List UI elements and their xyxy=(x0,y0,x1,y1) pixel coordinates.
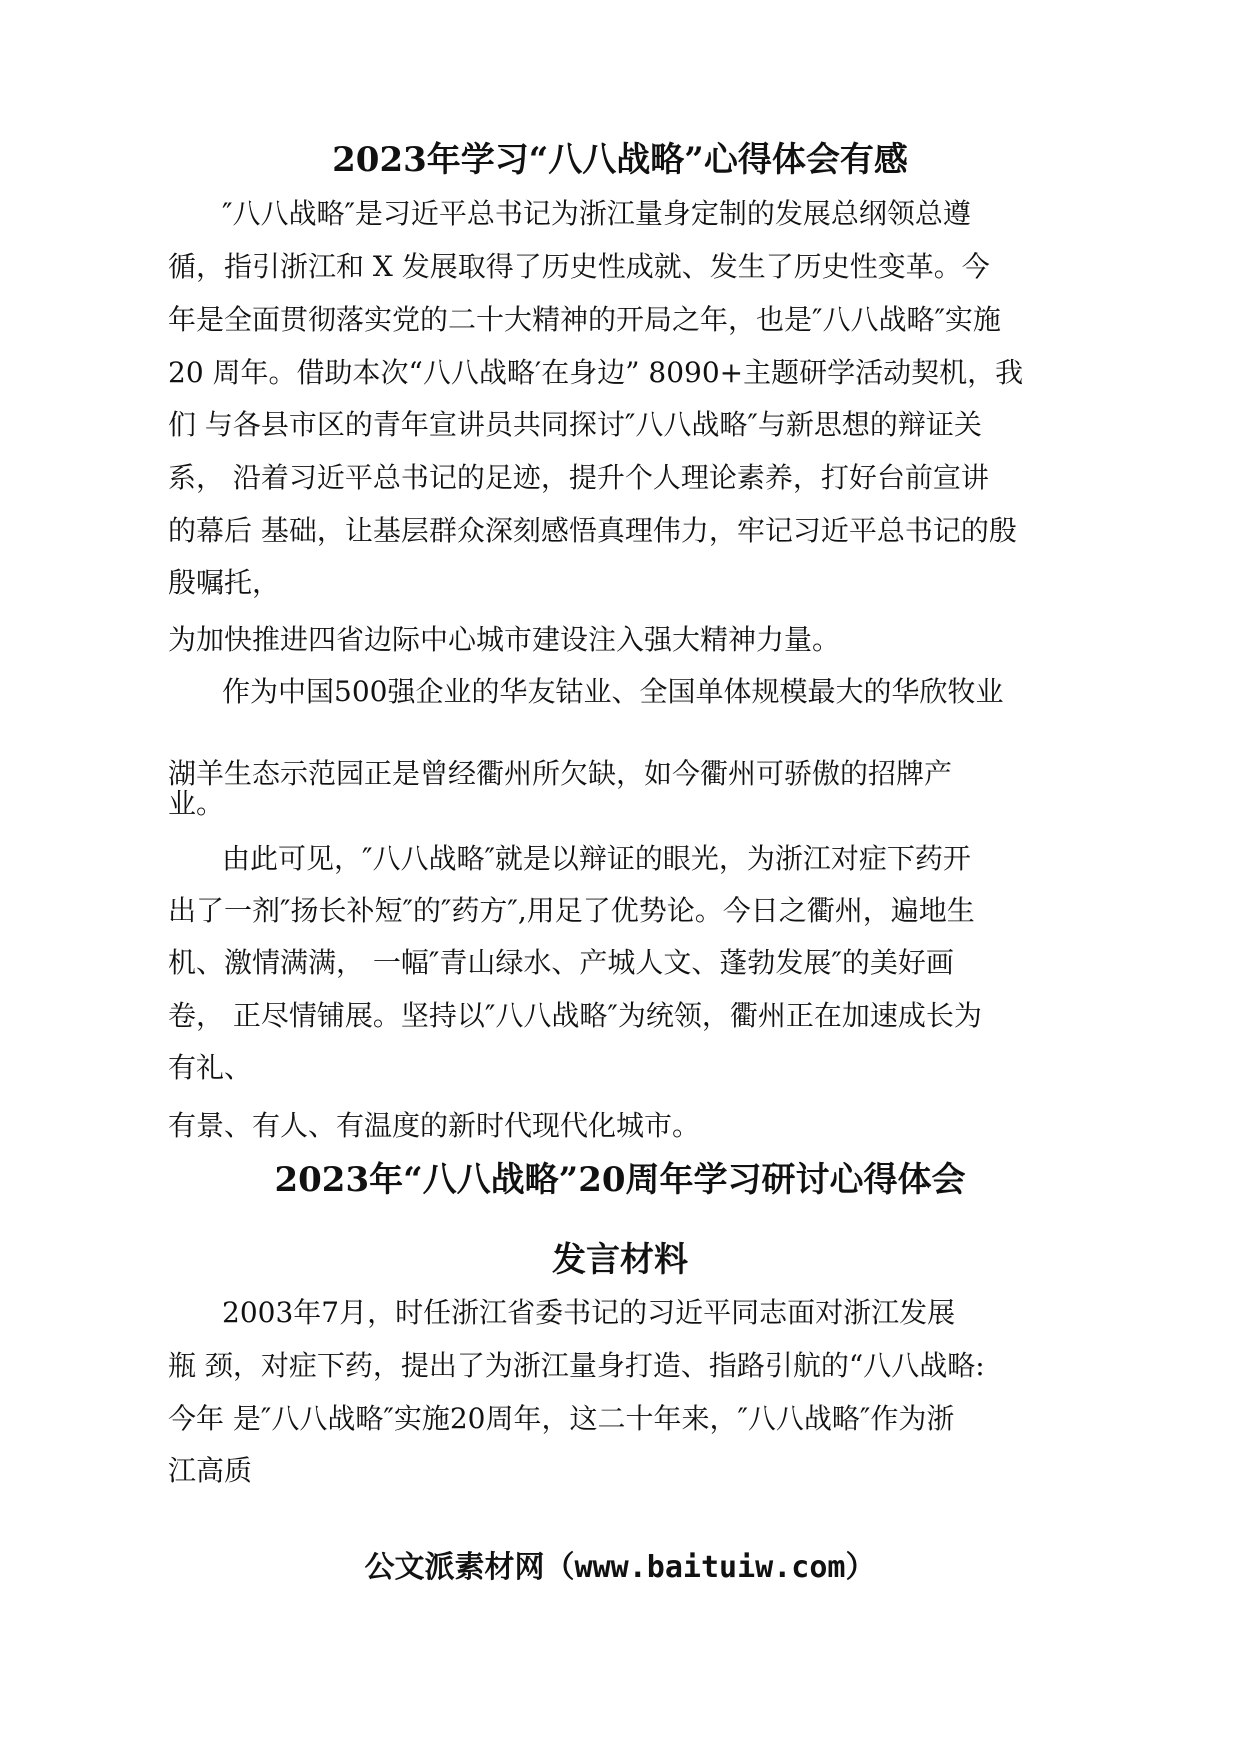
paragraph-line: 今年 是″八八战略″实施20周年，这二十年来，″八八战略″作为浙 xyxy=(168,1402,955,1435)
paragraph-line: 2003年7月，时任浙江省委书记的习近平同志面对浙江发展 xyxy=(222,1296,956,1329)
paragraph-line: 湖羊生态示范园正是曾经衢州所欠缺，如今衢州可骄傲的招牌产 xyxy=(168,757,953,790)
footer-watermark: 公文派素材网（www.baituiw.com） xyxy=(364,1550,876,1585)
paragraph-line: 系， 沿着习近平总书记的足迹，提升个人理论素养，打好台前宣讲 xyxy=(168,461,989,494)
paragraph-line: 有景、有人、有温度的新时代现代化城市。 xyxy=(168,1109,701,1142)
paragraph-line: 出了一剂″扬长补短″的″药方″,用足了优势论。今日之衢州，遍地生 xyxy=(168,894,975,927)
paragraph-line: 业。 xyxy=(168,787,225,820)
document-title: 2023年学习“八八战略”心得体会有感 xyxy=(332,140,908,180)
paragraph-line: 们 与各县市区的青年宣讲员共同探讨″八八战略″与新思想的辩证关 xyxy=(168,408,982,441)
paragraph-line: 殷嘱托， xyxy=(168,566,281,599)
paragraph-line: 的幕后 基础，让基层群众深刻感悟真理伟力，牢记习近平总书记的殷 xyxy=(168,514,1017,547)
paragraph-line: 瓶 颈，对症下药，提出了为浙江量身打造、指路引航的“八八战略: xyxy=(168,1349,985,1382)
paragraph-line: 为加快推进四省边际中心城市建设注入强大精神力量。 xyxy=(168,623,841,656)
paragraph-line: 江高质 xyxy=(168,1454,253,1487)
paragraph-line: 作为中国500强企业的华友钴业、全国单体规模最大的华欣牧业 xyxy=(222,675,1004,708)
paragraph-line: 卷， 正尽情铺展。坚持以″八八战略″为统领，衢州正在加速成长为 xyxy=(168,999,982,1032)
paragraph-line: 由此可见，″八八战略″就是以辩证的眼光，为浙江对症下药开 xyxy=(222,842,971,875)
paragraph-line: 20 周年。借助本次“八八战略′在身边” 8090+主题研学活动契机，我 xyxy=(168,356,1024,389)
paragraph-line: 有礼、 xyxy=(168,1051,253,1084)
paragraph-line: 循，指引浙江和 X 发展取得了历史性成就、发生了历史性变革。今 xyxy=(168,250,990,283)
paragraph-line: ″八八战略″是习近平总书记为浙江量身定制的发展总纲领总遵 xyxy=(222,197,971,230)
paragraph-line: 机、激情满满， 一幅″青山绿水、产城人文、蓬勃发展″的美好画 xyxy=(168,946,954,979)
paragraph-line: 年是全面贯彻落实党的二十大精神的开局之年，也是″八八战略″实施 xyxy=(168,303,1001,336)
section-title: 2023年“八八战略”20周年学习研讨心得体会 xyxy=(274,1160,966,1200)
section-title-continued: 发言材料 xyxy=(552,1240,688,1280)
